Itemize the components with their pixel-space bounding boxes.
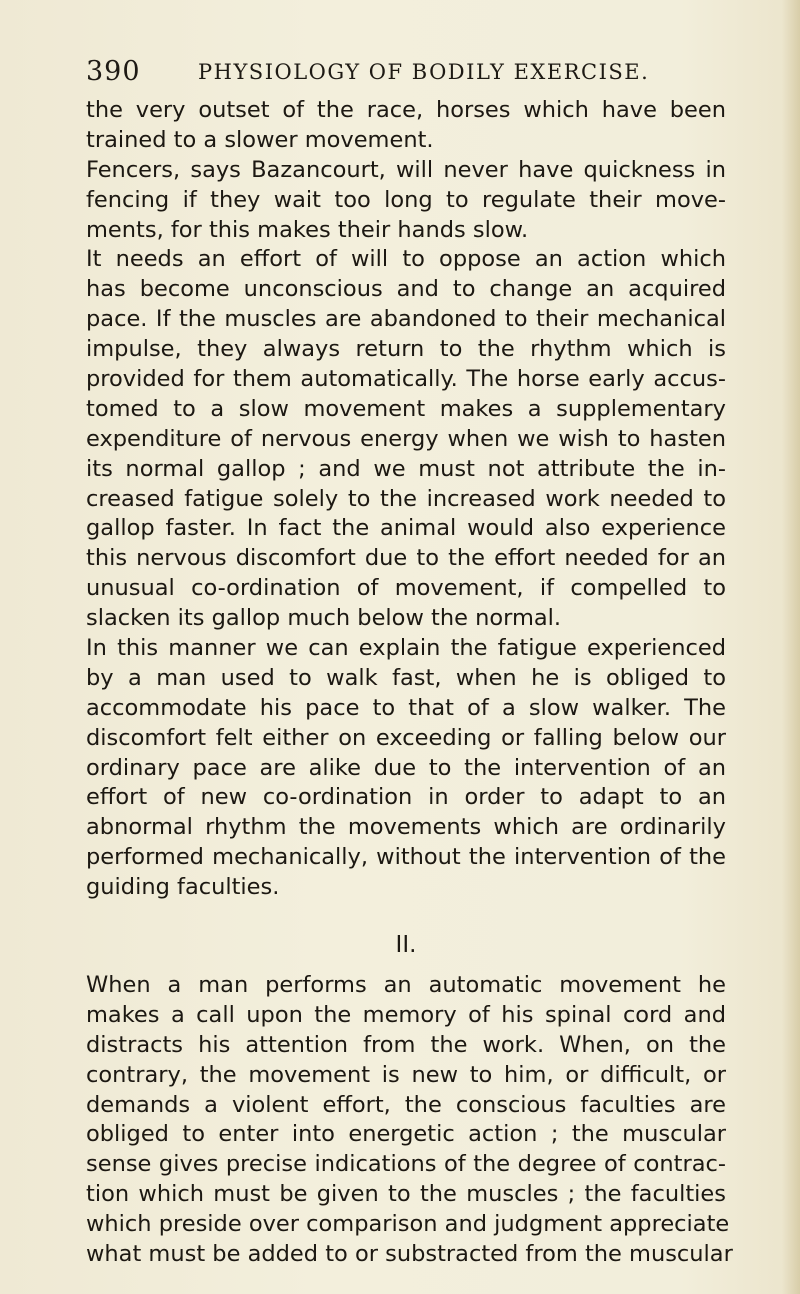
text-line: When a man performs an automatic movement he: [86, 971, 726, 998]
text-line: performed mechanically, without the intervention of the: [86, 844, 726, 871]
text-line: expenditure of nervous energy when we wish to hasten: [86, 425, 726, 452]
text-line: has become unconscious and to change an acquired: [86, 276, 726, 303]
text-line: slacken its gallop much below the normal.: [86, 605, 562, 632]
text-line: sense gives precise indications of the degree of contrac-: [86, 1151, 726, 1178]
text-line: In this manner we can explain the fatigue experienced: [86, 635, 726, 662]
text-line: this nervous discomfort due to the effort needed for an: [86, 545, 726, 572]
running-title: PHYSIOLOGY OF BODILY EXERCISE.: [198, 60, 650, 84]
text-line: unusual co-ordination of movement, if compelled to: [86, 575, 726, 602]
text-line: distracts his attention from the work. When, on the: [86, 1031, 726, 1058]
text-line: creased fatigue solely to the increased work needed to: [86, 485, 726, 512]
running-head: [86, 56, 726, 88]
text-line: pace. If the muscles are abandoned to their mechanical: [86, 306, 726, 333]
text-line: obliged to enter into energetic action ; the muscular: [86, 1121, 726, 1148]
text-line: Fencers, says Bazancourt, will never have quickness in: [86, 156, 726, 183]
text-line: the very outset of the race, horses which have been: [86, 97, 726, 123]
text-line: effort of new co-ordination in order to adapt to an: [86, 784, 726, 811]
text-line: ments, for this makes their hands slow.: [86, 216, 529, 243]
text-line: impulse, they always return to the rhythm which is: [86, 336, 726, 363]
section-heading: II.: [395, 932, 417, 959]
text-line: ordinary pace are alike due to the intervention of an: [86, 754, 726, 781]
text-line: guiding faculties.: [86, 874, 280, 901]
text-line: gallop faster. In fact the animal would also experience: [86, 515, 726, 542]
text-line: contrary, the movement is new to him, or difficult, or: [86, 1061, 726, 1088]
text-line: abnormal rhythm the movements which are ordinarily: [86, 814, 726, 841]
text-line: demands a violent effort, the conscious faculties are: [86, 1091, 726, 1118]
page-edge-shadow: [782, 0, 800, 1294]
text-line: It needs an effort of will to oppose an action which: [86, 246, 726, 273]
text-line: makes a call upon the memory of his spinal cord and: [86, 1001, 726, 1028]
text-line: which preside over comparison and judgment appreciate: [86, 1211, 730, 1238]
text-line: discomfort felt either on exceeding or falling below our: [86, 724, 726, 751]
text-line: tion which must be given to the muscles ; the faculties: [86, 1181, 726, 1208]
text-line: its normal gallop ; and we must not attribute the in-: [86, 455, 726, 482]
text-line: accommodate his pace to that of a slow walker. The: [86, 694, 726, 721]
text-line: by a man used to walk fast, when he is obliged to: [86, 664, 726, 691]
text-line: tomed to a slow movement makes a supplementary: [86, 395, 726, 422]
text-line: what must be added to or substracted from the muscular: [86, 1240, 733, 1267]
text-line: provided for them automatically. The horse early accus-: [86, 366, 726, 393]
text-line: trained to a slower movement.: [86, 126, 434, 153]
body-text: [86, 96, 733, 1270]
text-line: fencing if they wait too long to regulate their move-: [86, 186, 726, 213]
page-number: 390: [86, 56, 141, 87]
